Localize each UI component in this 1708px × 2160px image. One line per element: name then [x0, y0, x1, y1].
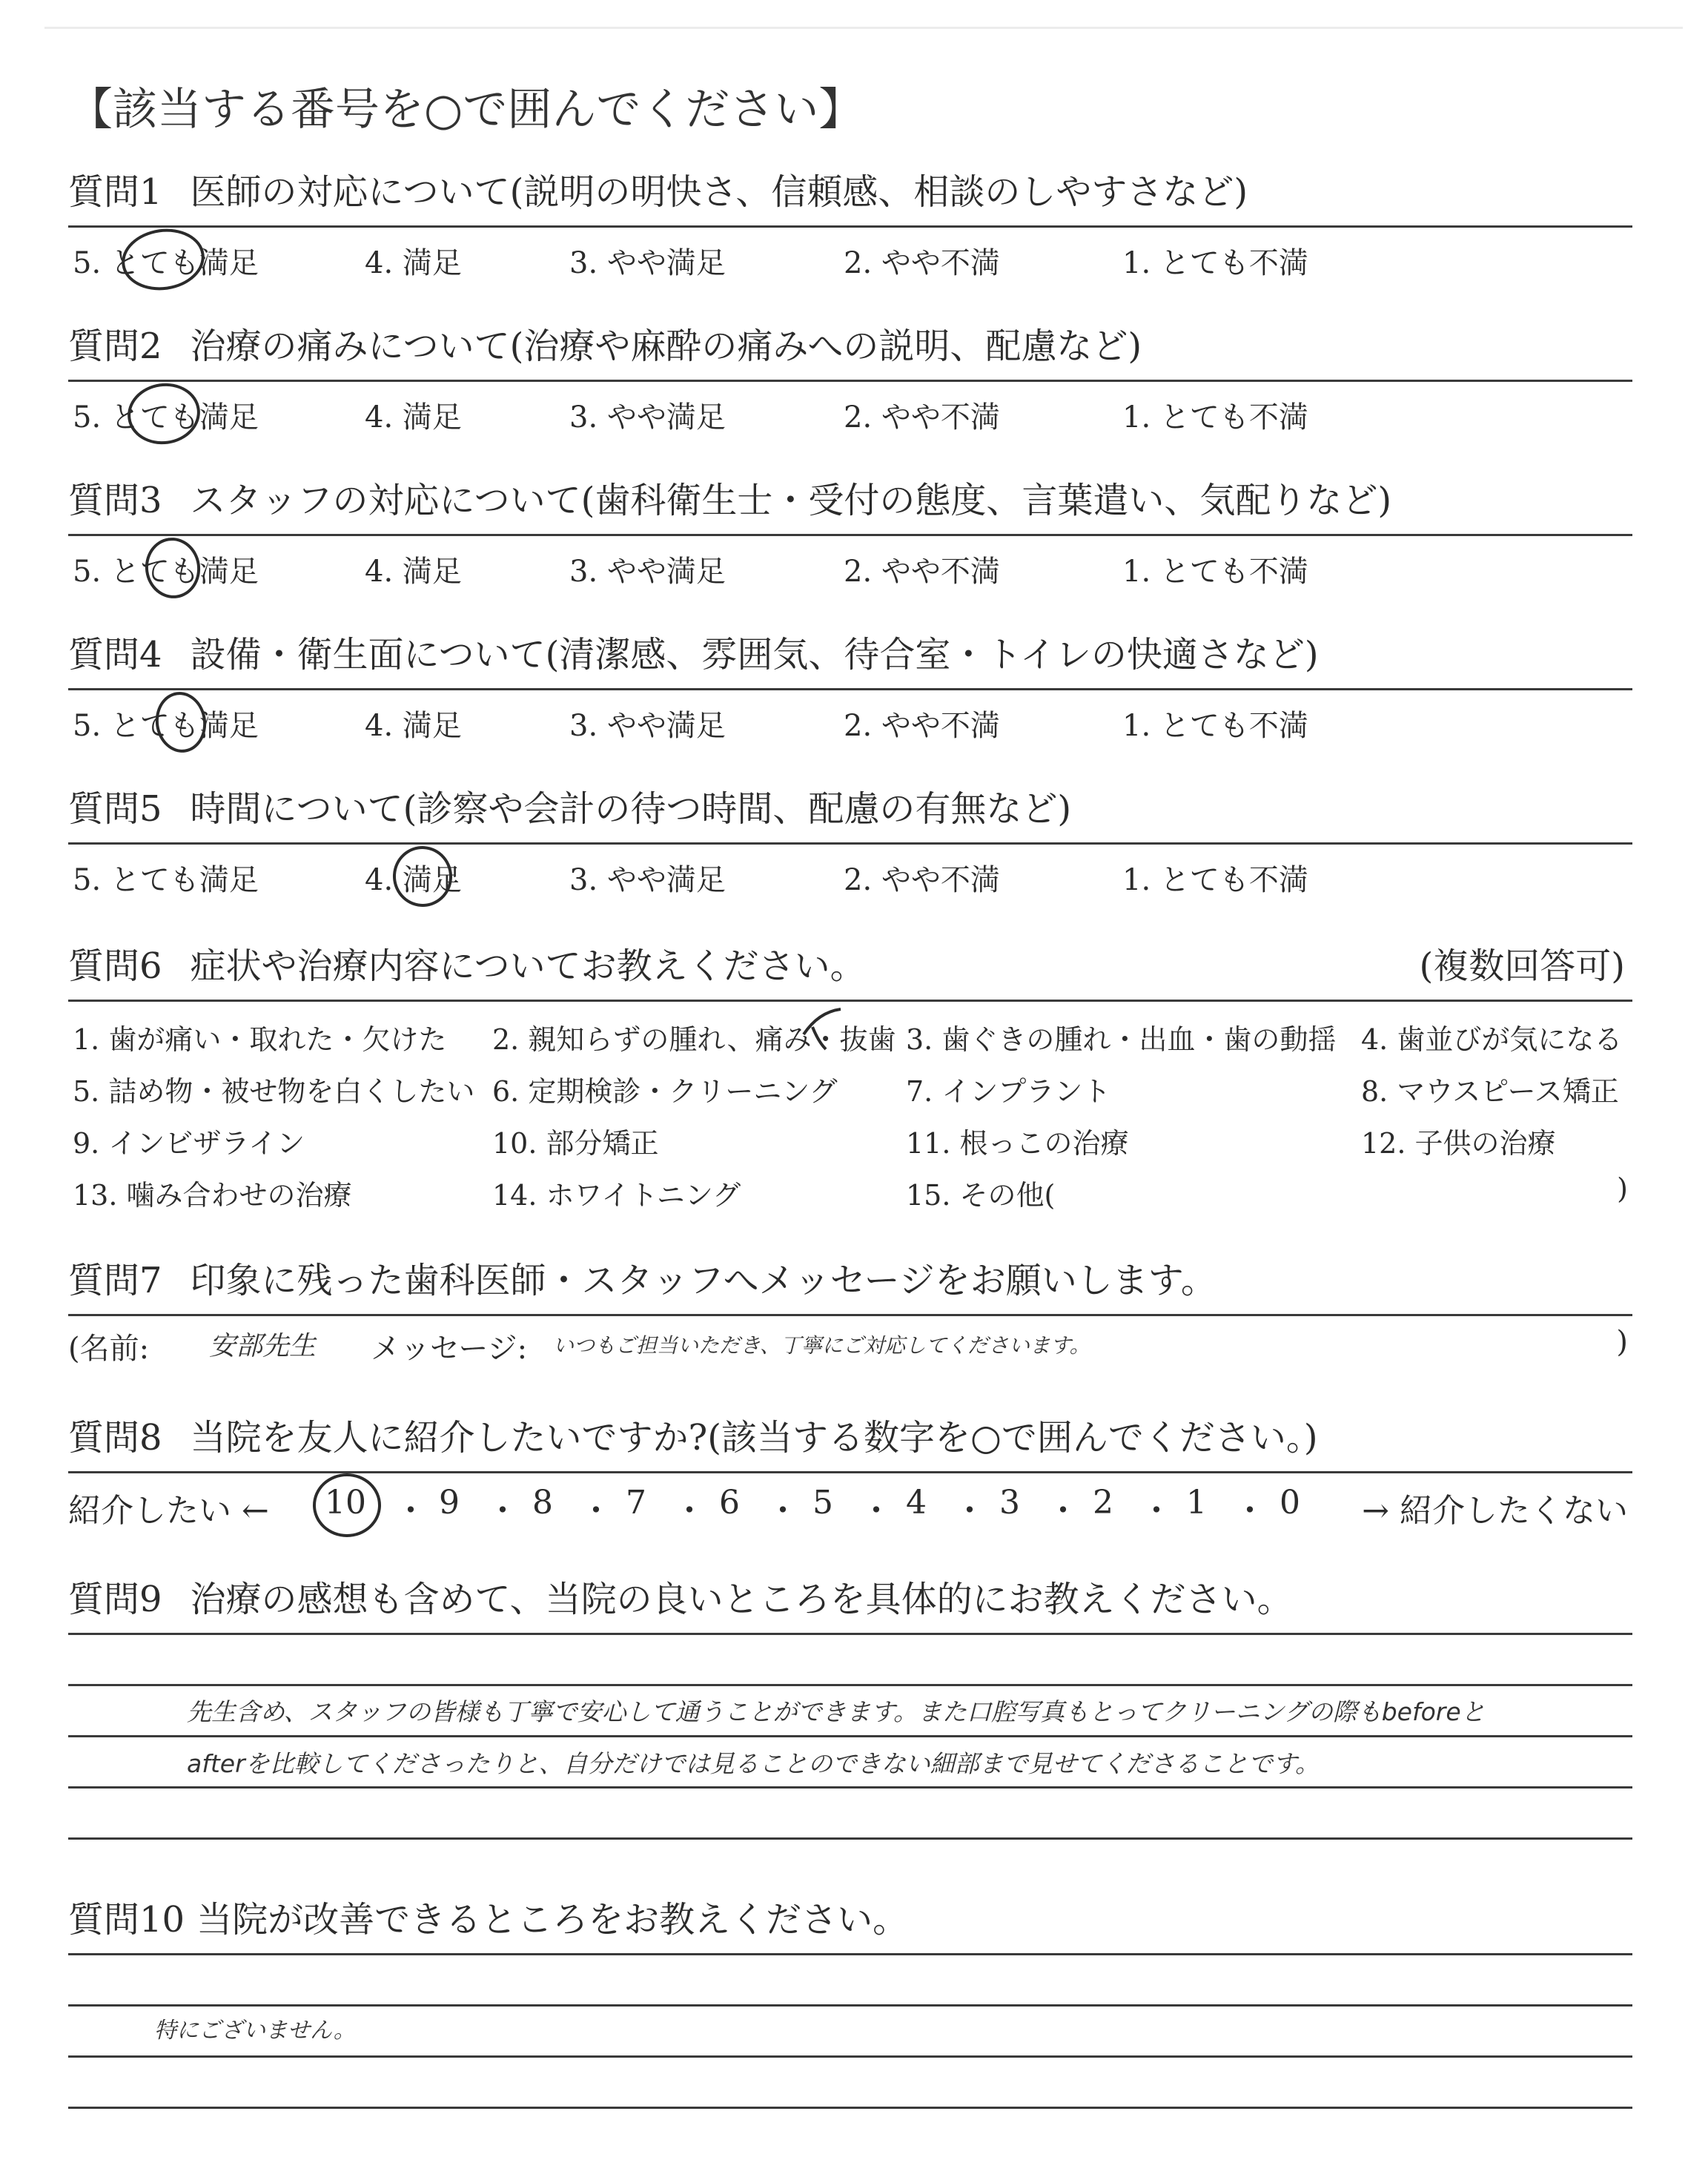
- treatment-option-checked[interactable]: 2. 親知らずの腫れ、痛み・抜歯: [492, 1023, 896, 1056]
- name-value[interactable]: 安部先生: [209, 1331, 317, 1361]
- divider: [68, 1471, 1632, 1473]
- treatment-option[interactable]: 3. 歯ぐきの腫れ・出血・歯の動揺: [906, 1023, 1337, 1056]
- selection-circle: [389, 842, 457, 911]
- dot: ・: [953, 1492, 986, 1530]
- option-3[interactable]: 3. やや満足: [569, 709, 726, 743]
- treatment-option[interactable]: 13. 噛み合わせの治療: [73, 1179, 352, 1212]
- option-1[interactable]: 1. とても不満: [1122, 555, 1308, 589]
- message-label: メッセージ:: [371, 1332, 528, 1366]
- top-edge: [44, 27, 1683, 29]
- option-5[interactable]: 5. とても満足: [73, 555, 259, 589]
- treatment-option[interactable]: 7. インプラント: [906, 1075, 1111, 1108]
- question-number: 質問5: [68, 788, 162, 830]
- option-3[interactable]: 3. やや満足: [569, 246, 726, 280]
- question-number: 質問6: [68, 945, 162, 987]
- option-2[interactable]: 2. やや不満: [844, 246, 1000, 280]
- divider: [68, 534, 1632, 536]
- option-1[interactable]: 1. とても不満: [1122, 246, 1308, 280]
- scale-left-label: 紹介したい ←: [68, 1492, 269, 1530]
- scale-2[interactable]: 2: [1093, 1484, 1113, 1522]
- divider: [68, 842, 1632, 845]
- option-4[interactable]: 4. 満足: [365, 400, 462, 435]
- question-number: 質問4: [68, 634, 162, 676]
- treatment-option[interactable]: 1. 歯が痛い・取れた・欠けた: [73, 1023, 447, 1056]
- question-6: [68, 943, 1632, 1217]
- divider: [68, 688, 1632, 690]
- selection-circle: [152, 689, 211, 756]
- question-text: 時間について(診察や会計の待つ時間、配慮の有無など): [190, 788, 1072, 830]
- treatment-option[interactable]: 14. ホワイトニング: [492, 1179, 741, 1212]
- scale-8[interactable]: 8: [532, 1484, 553, 1522]
- page-title: 【該当する番号を○で囲んでください】: [68, 84, 864, 136]
- option-3[interactable]: 3. やや満足: [569, 863, 726, 897]
- message-row: [68, 1321, 1632, 1365]
- rating-options: [68, 695, 1632, 741]
- answer-area[interactable]: [68, 2004, 1632, 2109]
- handwritten-answer-line-2: afterを比較してくださったりと、自分だけでは見ることのできない細部まで見せてくださることです。: [187, 1749, 1320, 1778]
- divider: [68, 1314, 1632, 1316]
- question-text: 医師の対応について(説明の明快さ、信頼感、相談のしやすさなど): [190, 171, 1248, 213]
- dot: ・: [673, 1492, 706, 1530]
- treatment-option[interactable]: 5. 詰め物・被せ物を白くしたい: [73, 1075, 475, 1108]
- question-number: 質問10: [68, 1899, 185, 1941]
- question-5: [68, 786, 1632, 895]
- treatment-option-other[interactable]: 15. その他(: [906, 1179, 1056, 1212]
- divider: [68, 1953, 1632, 1955]
- question-10: [68, 1897, 1632, 2109]
- question-number: 質問7: [68, 1260, 162, 1301]
- option-2[interactable]: 2. やや不満: [844, 863, 1000, 897]
- question-7: [68, 1258, 1632, 1365]
- rating-options: [68, 541, 1632, 587]
- selection-circle: [124, 379, 204, 449]
- option-4[interactable]: 4. 満足: [365, 863, 462, 897]
- treatment-option[interactable]: 12. 子供の治療: [1361, 1127, 1556, 1160]
- treatment-option[interactable]: 11. 根っこの治療: [906, 1127, 1129, 1160]
- handwritten-answer-line-1: 先生含め、スタッフの皆様も丁寧で安心して通うことができます。また口腔写真もとってクリーニングの際もbeforeと: [187, 1697, 1486, 1726]
- scale-10[interactable]: 10: [325, 1484, 366, 1522]
- option-1[interactable]: 1. とても不満: [1122, 709, 1308, 743]
- writing-line: [68, 1735, 1632, 1737]
- scale-3[interactable]: 3: [999, 1484, 1020, 1522]
- question-number: 質問1: [68, 171, 162, 213]
- option-5[interactable]: 5. とても満足: [73, 400, 259, 435]
- question-number: 質問3: [68, 480, 162, 521]
- treatment-option[interactable]: 9. インビザライン: [73, 1127, 305, 1160]
- treatment-option[interactable]: 10. 部分矯正: [492, 1127, 659, 1160]
- question-text: 印象に残った歯科医師・スタッフへメッセージをお願いします。: [190, 1260, 1217, 1301]
- dot: ・: [767, 1492, 799, 1530]
- scale-0[interactable]: 0: [1280, 1484, 1300, 1522]
- question-text: 治療の痛みについて(治療や麻酔の痛みへの説明、配慮など): [190, 326, 1142, 367]
- question-text: 設備・衛生面について(清潔感、雰囲気、待合室・トイレの快適さなど): [190, 634, 1319, 676]
- question-text: 当院が改善できるところをお教えください。: [196, 1899, 909, 1941]
- option-4[interactable]: 4. 満足: [365, 709, 462, 743]
- rating-options: [68, 232, 1632, 278]
- treatment-options: [68, 1002, 1632, 1217]
- dot: ・: [860, 1492, 893, 1530]
- close-paren: ): [1616, 1325, 1628, 1359]
- divider: [68, 1633, 1632, 1635]
- close-paren: ): [1617, 1172, 1628, 1205]
- treatment-option[interactable]: 4. 歯並びが気になる: [1361, 1023, 1623, 1056]
- scale-5[interactable]: 5: [812, 1484, 833, 1522]
- dot: ・: [580, 1492, 612, 1530]
- treatment-option[interactable]: 6. 定期検診・クリーニング: [492, 1075, 838, 1108]
- writing-line: [68, 1684, 1632, 1686]
- checkmark-icon: [796, 1005, 855, 1052]
- option-4[interactable]: 4. 満足: [365, 555, 462, 589]
- handwritten-answer: 特にございません。: [154, 2018, 356, 2044]
- scale-9[interactable]: 9: [439, 1484, 460, 1522]
- question-3: [68, 478, 1632, 587]
- writing-line: [68, 1786, 1632, 1789]
- treatment-option[interactable]: 8. マウスピース矯正: [1361, 1075, 1619, 1108]
- option-2[interactable]: 2. やや不満: [844, 709, 1000, 743]
- selection-circle: [118, 224, 208, 296]
- option-4[interactable]: 4. 満足: [365, 246, 462, 280]
- scale-right-label: → 紹介したくない: [1362, 1492, 1628, 1530]
- scale-4[interactable]: 4: [906, 1484, 927, 1522]
- recommend-scale: [68, 1478, 1632, 1530]
- option-1[interactable]: 1. とても不満: [1122, 863, 1308, 897]
- dot: ・: [1140, 1492, 1173, 1530]
- option-3[interactable]: 3. やや満足: [569, 400, 726, 435]
- scale-1[interactable]: 1: [1186, 1484, 1207, 1522]
- question-text: 当院を友人に紹介したいですか?(該当する数字を○で囲んでください。): [190, 1417, 1318, 1459]
- answer-area[interactable]: [68, 1684, 1632, 1840]
- option-5[interactable]: 5. とても満足: [73, 863, 259, 897]
- dot: ・: [1234, 1492, 1266, 1530]
- option-2[interactable]: 2. やや不満: [844, 400, 1000, 435]
- question-text: スタッフの対応について(歯科衛生士・受付の態度、言葉遣い、気配りなど): [190, 480, 1392, 521]
- writing-line: [68, 2004, 1632, 2007]
- divider: [68, 225, 1632, 228]
- rating-options: [68, 386, 1632, 435]
- question-number: 質問8: [68, 1417, 162, 1459]
- question-2: [68, 323, 1632, 435]
- dot: ・: [1047, 1492, 1079, 1530]
- question-4: [68, 632, 1632, 741]
- option-2[interactable]: 2. やや不満: [844, 555, 1000, 589]
- question-number: 質問2: [68, 326, 162, 367]
- question-8: [68, 1415, 1632, 1530]
- option-5[interactable]: 5. とても満足: [73, 246, 259, 280]
- question-text: 症状や治療内容についてお教えください。: [190, 945, 866, 987]
- option-5[interactable]: 5. とても満足: [73, 709, 259, 743]
- selection-circle: [313, 1473, 381, 1537]
- scale-7[interactable]: 7: [626, 1484, 646, 1522]
- writing-line: [68, 2107, 1632, 2109]
- writing-line: [68, 1837, 1632, 1840]
- multiple-answer-note: (複数回答可): [1419, 945, 1625, 987]
- question-9: [68, 1576, 1632, 1840]
- question-text: 治療の感想も含めて、当院の良いところを具体的にお教えください。: [190, 1579, 1293, 1620]
- message-value[interactable]: いつもご担当いただき、丁寧にご対応してくださいます。: [553, 1333, 1090, 1358]
- dot: ・: [486, 1492, 519, 1530]
- name-label: (名前:: [68, 1332, 150, 1366]
- rating-options: [68, 849, 1632, 895]
- option-3[interactable]: 3. やや満足: [569, 555, 726, 589]
- dot: ・: [394, 1492, 427, 1530]
- writing-line: [68, 2055, 1632, 2058]
- question-1: [68, 169, 1632, 278]
- question-number: 質問9: [68, 1579, 162, 1620]
- option-1[interactable]: 1. とても不満: [1122, 400, 1308, 435]
- divider: [68, 380, 1632, 382]
- selection-circle: [142, 534, 205, 602]
- scale-6[interactable]: 6: [719, 1484, 740, 1522]
